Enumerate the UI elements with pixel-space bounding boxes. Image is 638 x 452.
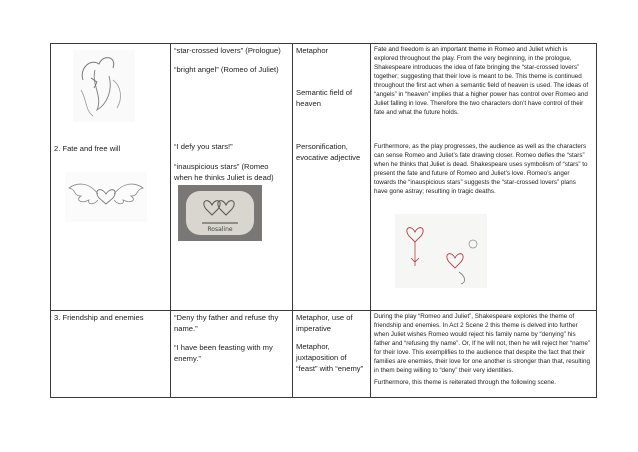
quote-text: “bright angel” (Romeo of Juliet): [174, 65, 279, 74]
quote-text: “I have been feasting with my enemy.”: [174, 343, 273, 363]
analysis-paragraph: During the play “Romeo and Juliet”, Shakespeare explores the theme of friendship and enemies. In Act 2 Scene 2 this theme is delved into further when Juliet wishes Romeo would reject his family name by “denying” his father and “refusing thy name”. Or, If he will not, then he will reject her “name” for their love. This exemplifies to the audience that despite the fact that their families are enemies, their love for one another is stronger than that, resulting in them being willing to “deny” their very identities.: [374, 313, 590, 374]
technique-text: Semantic field of heaven: [296, 88, 353, 108]
theme-cell: [51, 311, 171, 398]
table-row: [51, 44, 597, 311]
analysis-paragraph: Furthermore, this theme is reiterated through the following scene.: [374, 378, 557, 386]
table-row: [51, 311, 597, 398]
technique-text: Metaphor, use of imperative: [296, 313, 353, 333]
theme-label: 2. Fate and free will: [54, 144, 121, 153]
technique-text: Personification, evocative adjective: [296, 142, 361, 162]
sketch-figure-drawing: [73, 50, 135, 122]
sketch-winged-heart-drawing: [65, 172, 147, 222]
technique-text: Metaphor, juxtaposition of “feast” with “enemy”: [296, 342, 364, 373]
quote-text: “I defy you stars!”: [174, 142, 233, 151]
quotes-cell: [171, 44, 293, 311]
quote-text: “star-crossed lovers” (Prologue): [174, 46, 281, 55]
analysis-paragraph: Furthermore, as the play progresses, the audience as well as the characters can sense Romeo and Juliet’s fate drawing closer. Romeo defies the “stars” when he thinks that Juliet is dead. Shakespeare uses symbolism of “stars” to present the fate and future of Romeo and Juliet’s love. Romeo’s anger towards the “inauspicious stars” suggests the “star-crossed lovers” plans have gone astray; resulting in tragic deaths.: [374, 143, 588, 195]
techniques-cell: [293, 44, 371, 311]
techniques-cell: [293, 311, 371, 398]
analysis-paragraph: Fate and freedom is an important theme in Romeo and Juliet which is explored throughout the play. From the very beginning, in the prologue, Shakespeare introduces the idea of fate bringing the “star-crossed lovers” together; suggesting that their love is meant to be. This theme is continued throughout the first act when a semantic field of heaven is used. The ideas of “angels” in “heaven” implies that a higher power has control over Romeo and Juliet falling in love. Therefore the two characters don’t have control of their fate and what the future holds.: [374, 46, 589, 116]
drawing-caption: Rosaline: [207, 226, 233, 233]
sketch-heart-key-drawing: [395, 214, 487, 288]
quotes-cell: [171, 311, 293, 398]
photo-heart-banner-drawing: [178, 185, 262, 241]
themes-table: [50, 43, 597, 398]
quote-text: “inauspicious stars” (Romeo when he thinks Juliet is dead): [174, 162, 274, 182]
technique-text: Metaphor: [296, 46, 329, 55]
analysis-cell: [371, 311, 597, 398]
analysis-cell: [371, 44, 597, 311]
theme-cell: [51, 44, 171, 311]
quote-text: “Deny thy father and refuse thy name.”: [174, 313, 279, 333]
theme-label: 3. Friendship and enemies: [54, 313, 144, 322]
